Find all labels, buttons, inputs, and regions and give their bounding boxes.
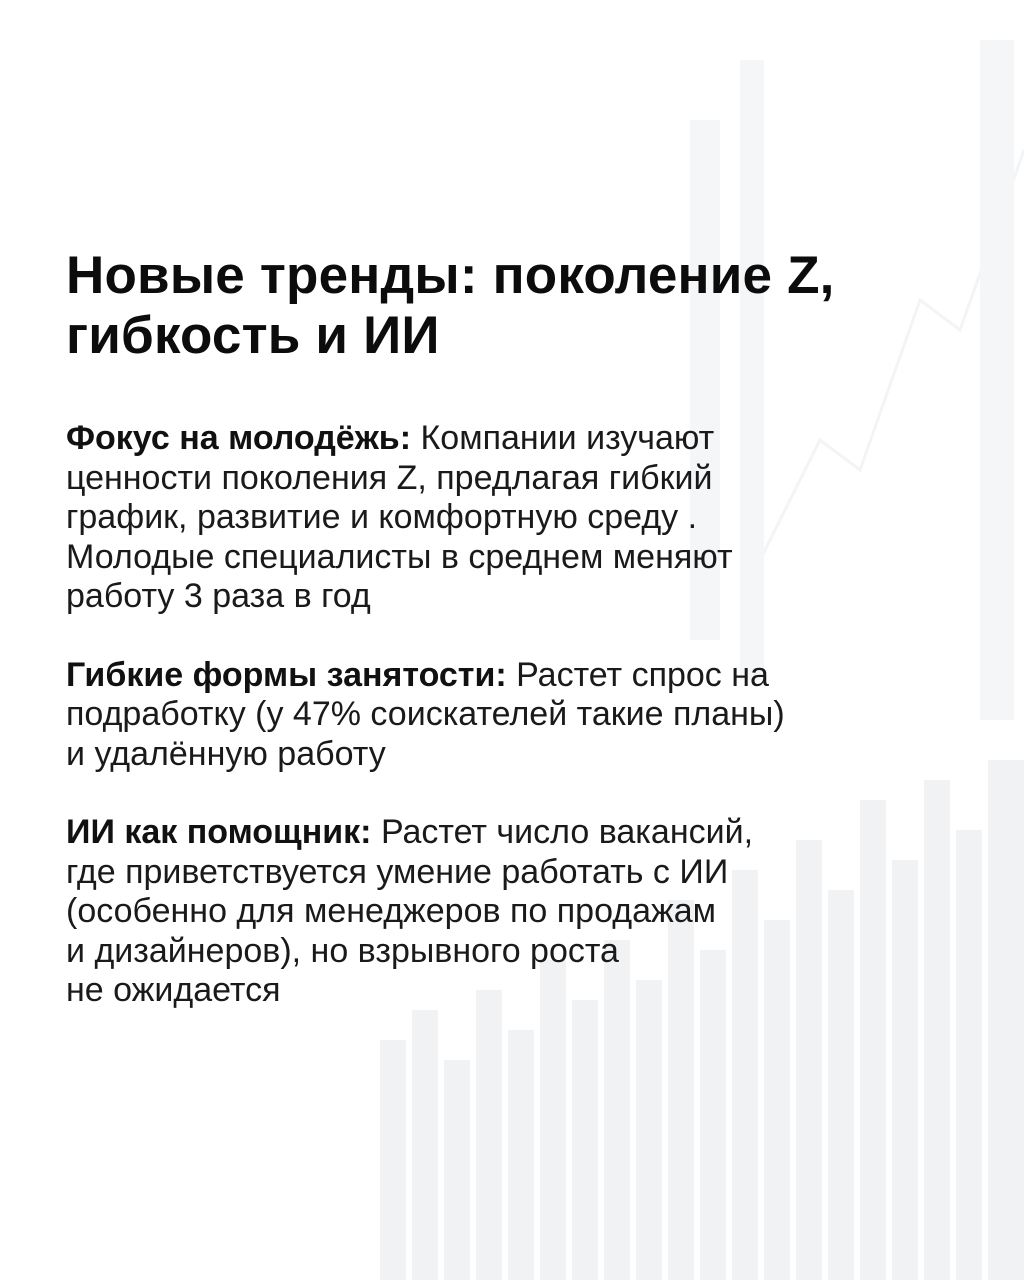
section-line: работу 3 раза в год (66, 577, 371, 615)
slide-title-line-1: Новые тренды: поколение Z, (66, 246, 835, 305)
section-line (66, 656, 966, 696)
section-flexible-employment (66, 656, 966, 775)
section-line: Молодые специалисты в среднем меняют (66, 537, 733, 576)
section-label: Гибкие формы занятости: (66, 655, 507, 694)
section-line: не ожидается (66, 971, 281, 1009)
section-line: где приветствуется умение работать с ИИ (66, 852, 729, 891)
section-ai-assistant (66, 813, 966, 1011)
slide-title-line-2: гибкость и ИИ (66, 306, 440, 365)
section-text: Растет число вакансий, (371, 813, 754, 851)
section-line: и удалённую работу (66, 734, 386, 773)
section-line: (особенно для менеджеров по продажам (66, 892, 717, 930)
section-line: подработку (у 47% соискателей такие планы) (66, 695, 785, 733)
section-label: Фокус на молодёжь: (66, 419, 412, 457)
section-line: график, развитие и комфортную среду . (66, 498, 698, 536)
slide-content (66, 246, 966, 1011)
section-text: Растет спрос на (506, 655, 769, 694)
section-line: и дизайнеров), но взрывного роста (66, 931, 619, 970)
slide-title (66, 246, 966, 366)
section-line: ценности поколения Z, предлагая гибкий (66, 458, 713, 497)
section-youth-focus (66, 419, 966, 617)
section-text: Компании изучают (411, 419, 715, 457)
section-line (66, 813, 966, 853)
section-label: ИИ как помощник: (66, 813, 372, 851)
section-line (66, 419, 966, 459)
